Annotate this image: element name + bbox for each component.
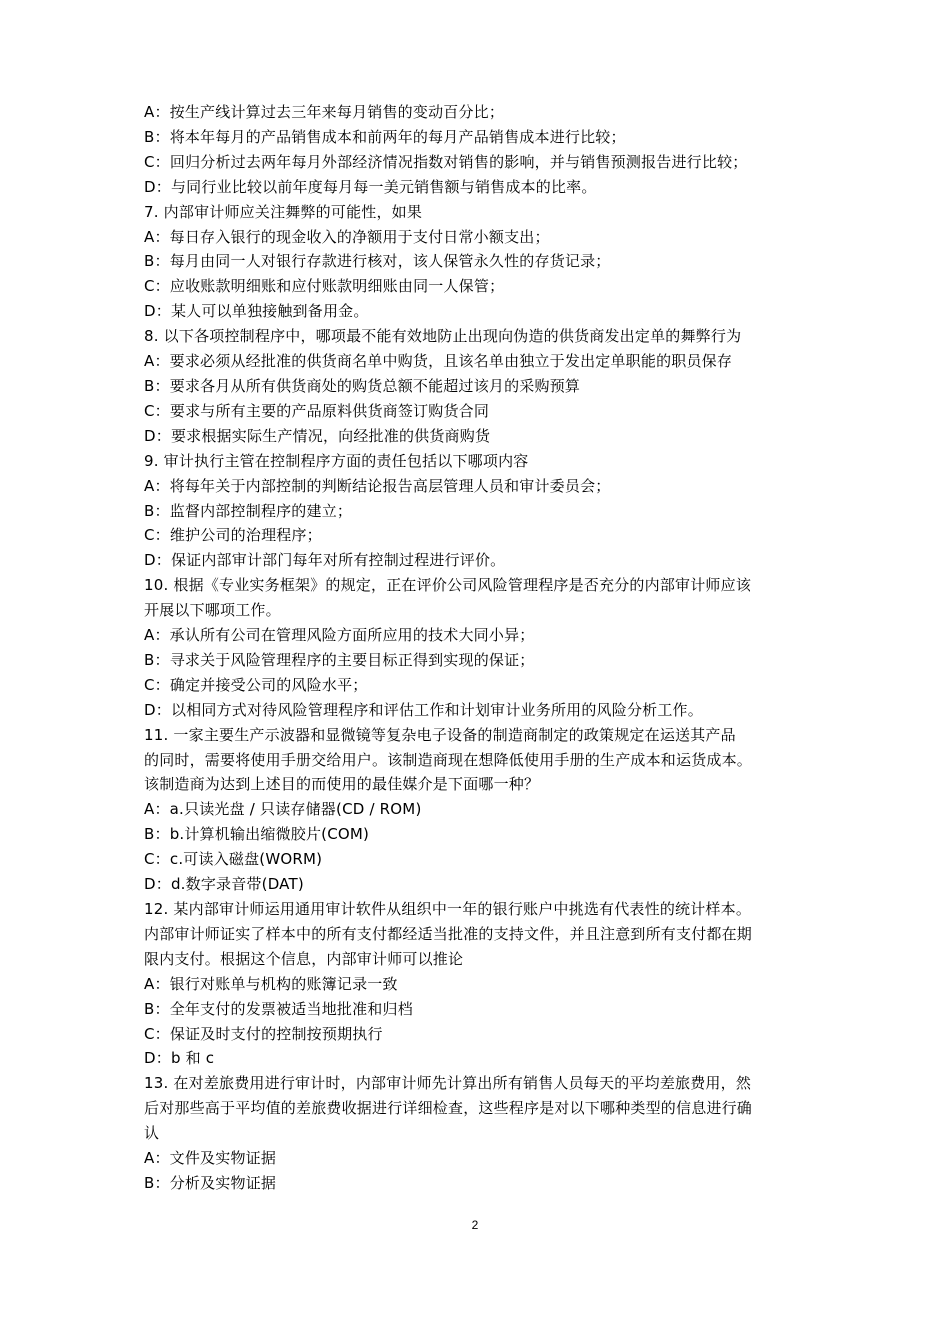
question-text-line: 13. 在对差旅费用进行审计时，内部审计师先计算出所有销售人员每天的平均差旅费用，然 — [144, 1074, 752, 1093]
question-text-line: 9. 审计执行主管在控制程序方面的责任包括以下哪项内容 — [144, 451, 529, 470]
page-number: 2 — [471, 1218, 479, 1232]
answer-option-line: A：将每年关于内部控制的判断结论报告高层管理人员和审计委员会； — [144, 476, 611, 495]
answer-option-line: C：保证及时支付的控制按预期执行 — [144, 1024, 383, 1043]
answer-option-line: D：d.数字录音带(DAT) — [144, 875, 304, 894]
question-text-line: 限内支付。根据这个信息，内部审计师可以推论 — [144, 949, 464, 968]
answer-option-line: B：分析及实物证据 — [144, 1173, 277, 1192]
question-text-line: 开展以下哪项工作。 — [144, 601, 281, 620]
answer-option-line: B：将本年每月的产品销售成本和前两年的每月产品销售成本进行比较； — [144, 127, 626, 146]
answer-option-line: B：b.计算机输出缩微胶片(COM) — [144, 825, 370, 844]
answer-option-line: A：要求必须从经批准的供货商名单中购货，且该名单由独立于发出定单职能的职员保存 — [144, 352, 733, 371]
answer-option-line: C：应收账款明细账和应付账款明细账由同一人保管； — [144, 277, 505, 296]
question-text-line: 后对那些高于平均值的差旅费收据进行详细检查，这些程序是对以下哪种类型的信息进行确 — [144, 1099, 753, 1118]
answer-option-line: B：寻求关于风险管理程序的主要目标正得到实现的保证； — [144, 650, 535, 669]
answer-option-line: C：维护公司的治理程序； — [144, 526, 322, 545]
answer-option-line: A：文件及实物证据 — [144, 1149, 277, 1168]
answer-option-line: D：与同行业比较以前年度每月每一美元销售额与销售成本的比率。 — [144, 177, 597, 196]
answer-option-line: B：每月由同一人对银行存款进行核对，该人保管永久性的存货记录； — [144, 252, 611, 271]
answer-option-line: B：要求各月从所有供货商处的购货总额不能超过该月的采购预算 — [144, 376, 581, 395]
answer-option-line: A：银行对账单与机构的账簿记录一致 — [144, 974, 398, 993]
answer-option-line: B：全年支付的发票被适当地批准和归档 — [144, 999, 413, 1018]
page-body — [144, 100, 816, 1196]
answer-option-line: D：某人可以单独接触到备用金。 — [144, 302, 369, 321]
question-text-line: 10. 根据《专业实务框架》的规定，正在评价公司风险管理程序是否充分的内部审计师应该 — [144, 576, 752, 595]
question-text-line: 12. 某内部审计师运用通用审计软件从组织中一年的银行账户中挑选有代表性的统计样本。 — [144, 900, 752, 918]
answer-option-line: A：每日存入银行的现金收入的净额用于支付日常小额支出； — [144, 227, 550, 246]
answer-option-line: A：承认所有公司在管理风险方面所应用的技术大同小异； — [144, 626, 535, 645]
question-text-line: 7. 内部审计师应关注舞弊的可能性，如果 — [144, 202, 423, 221]
answer-option-line: A：a.只读光盘 / 只读存储器(CD / ROM) — [144, 800, 422, 819]
question-text-line: 认 — [144, 1124, 160, 1143]
answer-option-line: D：保证内部审计部门每年对所有控制过程进行评价。 — [144, 551, 506, 570]
question-text-line: 该制造商为达到上述目的而使用的最佳媒介是下面哪一种？ — [144, 775, 540, 794]
answer-option-line: C：确定并接受公司的风险水平； — [144, 675, 368, 694]
answer-option-line: D：要求根据实际生产情况，向经批准的供货商购货 — [144, 426, 491, 445]
question-text-line: 8. 以下各项控制程序中，哪项最不能有效地防止出现向伪造的供货商发出定单的舞弊行为 — [144, 327, 742, 346]
answer-option-line: C：要求与所有主要的产品原料供货商签订购货合同 — [144, 401, 490, 420]
question-text-line: 的同时，需要将使用手册交给用户。该制造商现在想降低使用手册的生产成本和运货成本。 — [144, 750, 753, 769]
question-text-line: 内部审计师证实了样本中的所有支付都经适当批准的支持文件，并且注意到所有支付都在期 — [144, 924, 753, 943]
answer-option-line: B：监督内部控制程序的建立； — [144, 501, 353, 520]
answer-option-line: D：以相同方式对待风险管理程序和评估工作和计划审计业务所用的风险分析工作。 — [144, 700, 703, 719]
answer-option-line: D：b 和 c — [144, 1049, 215, 1068]
question-text-line: 11. 一家主要生产示波器和显微镜等复杂电子设备的制造商制定的政策规定在运送其产品 — [144, 725, 736, 744]
answer-option-line: C：回归分析过去两年每月外部经济情况指数对销售的影响，并与销售预测报告进行比较； — [144, 152, 748, 171]
answer-option-line: C：c.可读入磁盘(WORM) — [144, 850, 323, 869]
answer-option-line: A：按生产线计算过去三年来每月销售的变动百分比； — [144, 103, 505, 121]
